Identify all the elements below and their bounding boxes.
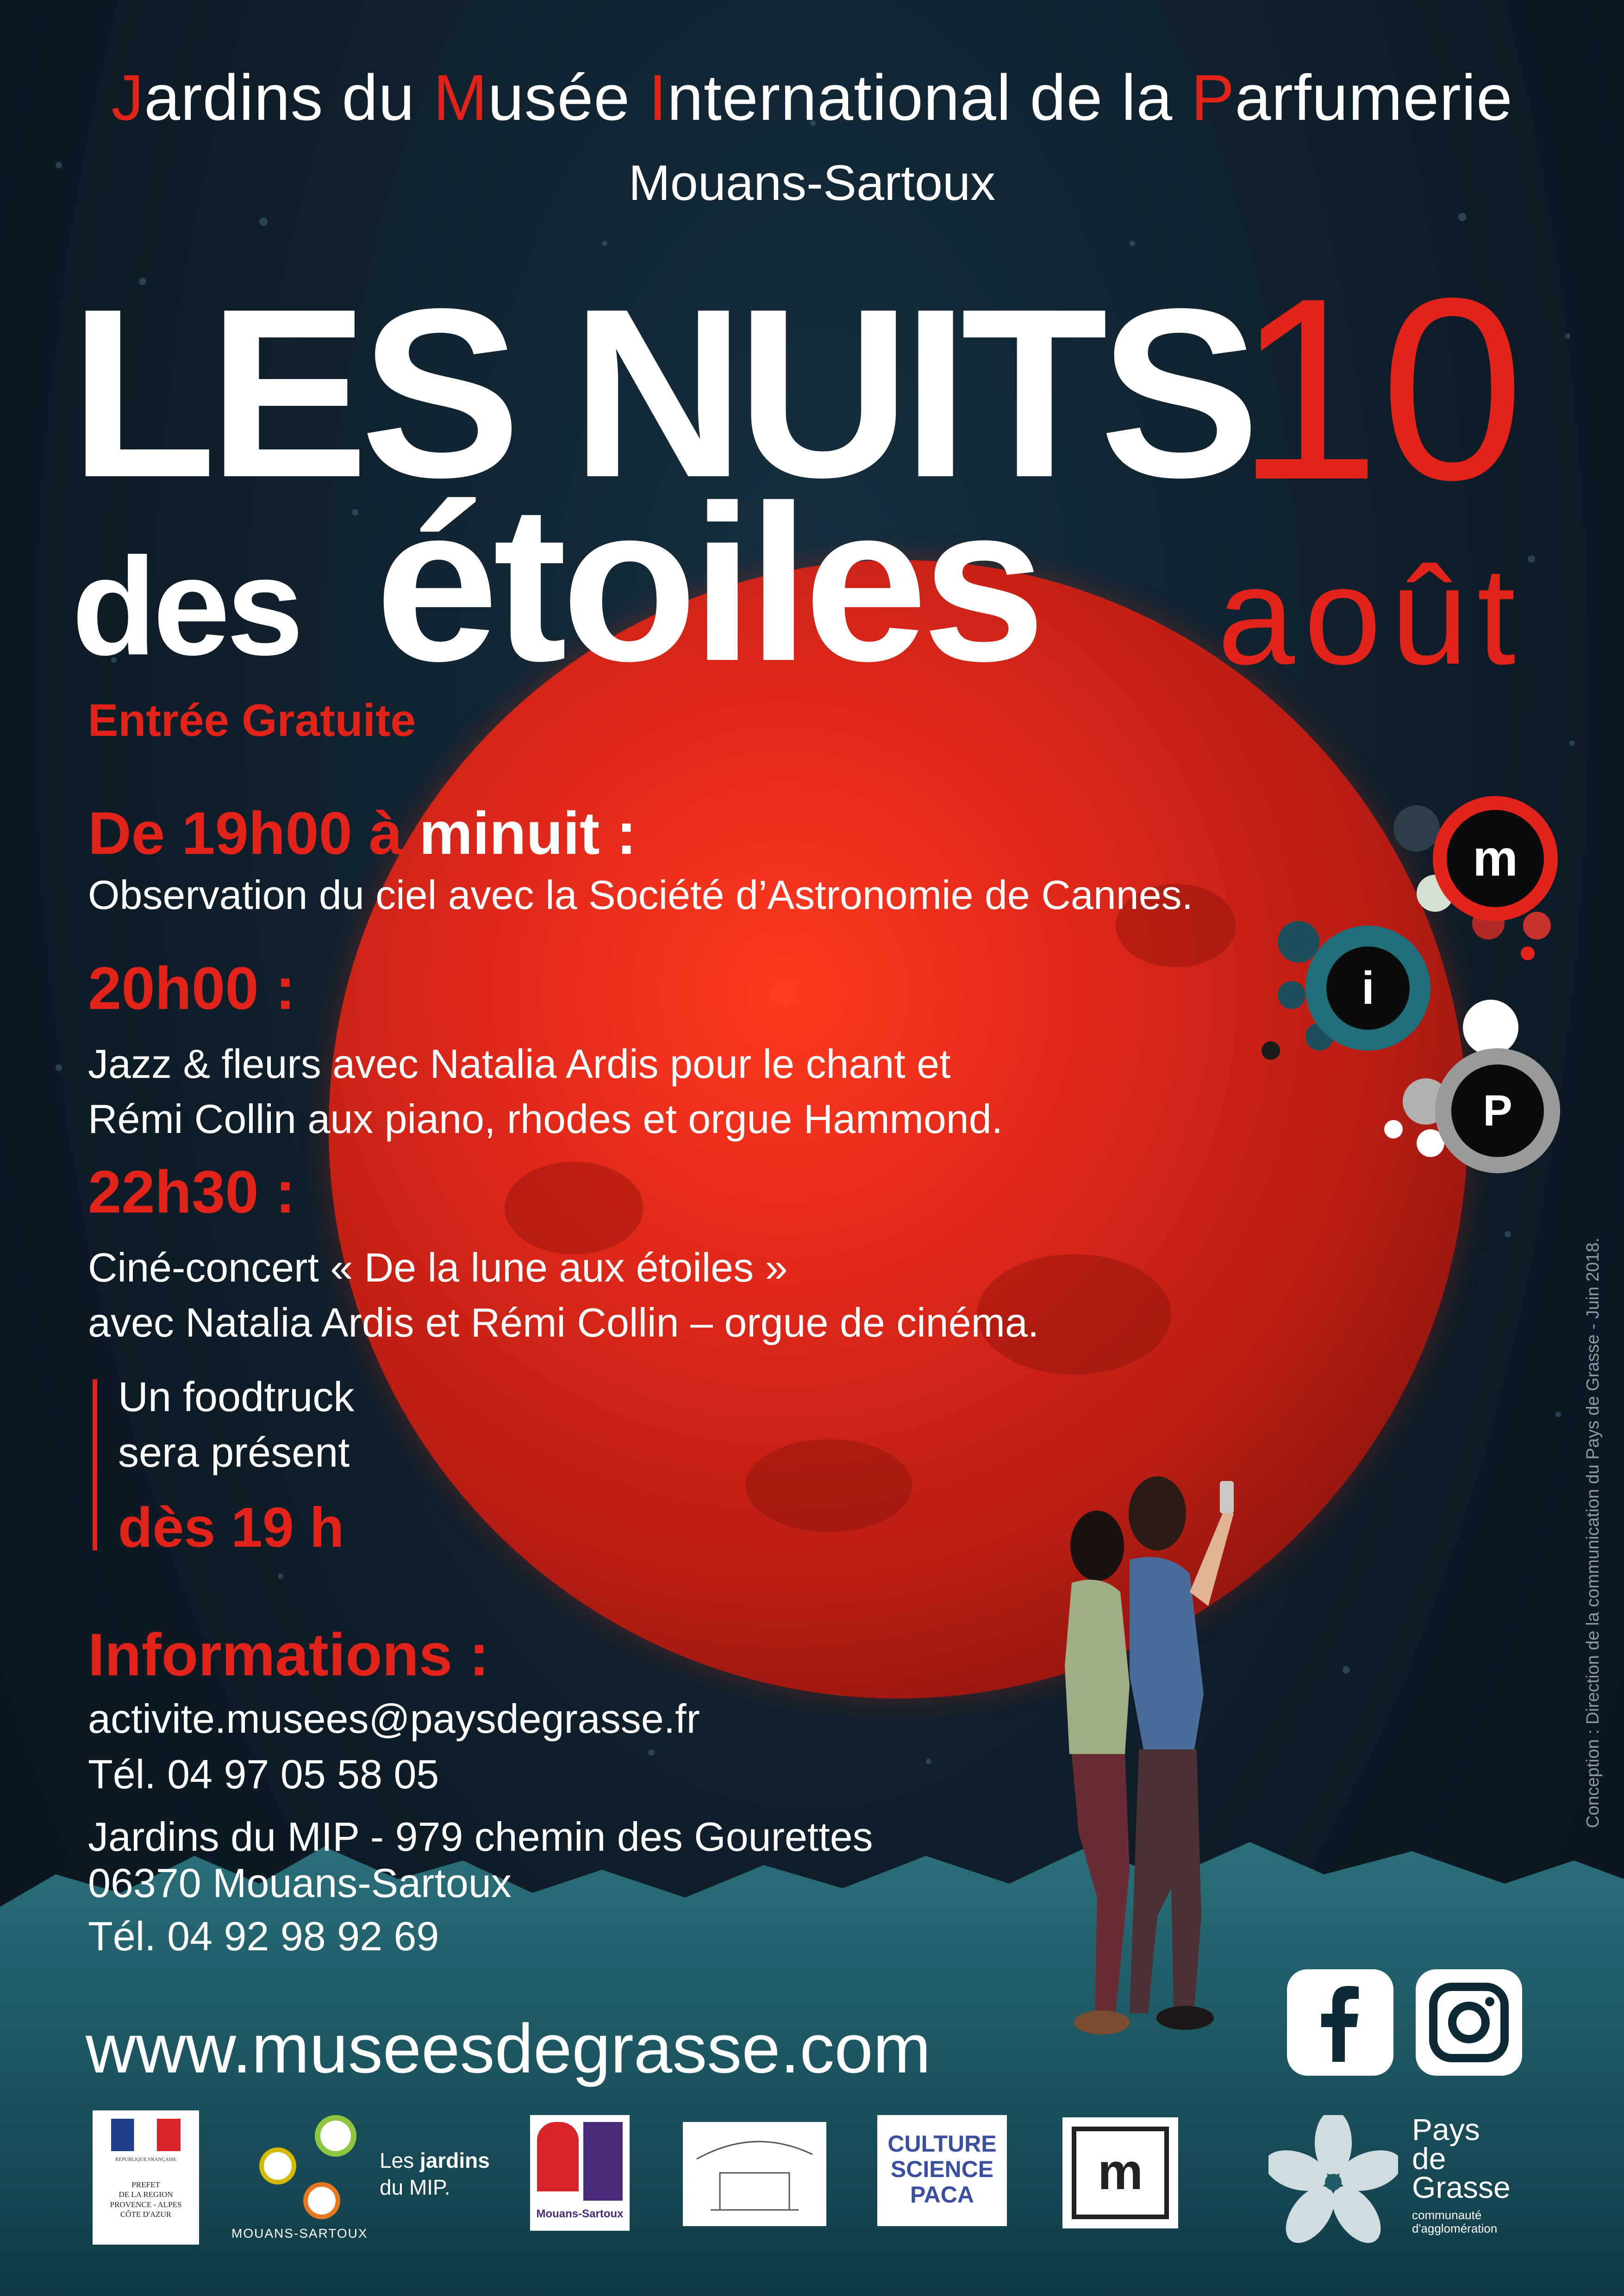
event-title-line1: LES NUITS [69,259,1252,528]
program-line: Jazz & fleurs avec Natalia Ardis pour le chant et [88,1041,951,1087]
venue-cap-i: I [649,61,668,134]
venue-text: arfumerie [1235,61,1513,134]
couple-illustration [991,1453,1250,2050]
event-day: 10 [1236,244,1524,534]
republique-text: RÉPUBLIQUE FRANÇAISE [115,2157,177,2162]
program-item [88,954,1003,1147]
info-phone[interactable]: Tél. 04 97 05 58 05 [88,1751,439,1797]
museum-m-badge[interactable]: m [1447,810,1544,907]
p-badge[interactable]: P [1451,1064,1544,1157]
venue-cap-j: J [111,61,144,134]
deco-bubble [1262,1041,1280,1060]
design-credit: Conception : Direction de la communication du Pays de Grasse - Juin 2018. [1583,1238,1603,1828]
facebook-icon[interactable] [1287,1969,1393,2076]
program-line: Ciné-concert « De la lune aux étoiles » [88,1244,788,1290]
info-address-line2: 06370 Mouans-Sartoux [88,1860,512,1906]
program-line: Rémi Collin aux piano, rhodes et orgue Hammond. [88,1095,1003,1142]
prefet-logo [93,2110,199,2245]
header [0,60,1624,212]
venue-text: usée [487,61,649,134]
museum-m-logo: m [1062,2117,1178,2228]
info-email[interactable]: activite.musees@paysdegrasse.fr [88,1696,700,1742]
event-month: août [1218,538,1525,693]
flower-icon [1268,2115,1398,2245]
free-entry: Entrée Gratuite [88,695,416,746]
info-phone-2[interactable]: Tél. 04 92 98 92 69 [88,1913,439,1959]
culture-text: CULTURE SCIENCE PACA [887,2131,997,2208]
venue-title [0,60,1624,135]
foodtruck-notice [118,1370,354,1565]
venue-text: ardins du [144,61,434,134]
deco-bubble [1393,805,1440,852]
info-address-line1: Jardins du MIP - 979 chemin des Gourettes [88,1814,873,1860]
instagram-icon[interactable] [1416,1969,1522,2076]
prefet-text: PREFET DE LA REGION PROVENCE - ALPES CÔTE D'AZUR [110,2180,182,2219]
deco-bubble [1521,946,1535,960]
program-time-end: minuit : [419,799,637,867]
deco-bubble [1523,912,1551,940]
program-item [88,1158,1039,1350]
jardins-mip-logo [231,2106,509,2245]
event-title-des: des [72,529,300,684]
program-time: De 19h00 à [88,799,419,867]
program-time: 22h30 : [88,1158,296,1226]
food-accent-bar [93,1379,97,1550]
website-link[interactable]: www.museesdegrasse.com [86,2010,931,2087]
event-title-etoiles: étoiles [375,459,1040,707]
deco-bubble [1463,1000,1518,1055]
jardins-text: Les jardins du MIP. [380,2148,490,2199]
venue-text: nternational de la [667,61,1192,134]
mouans-text: Mouans-Sartoux [536,2208,624,2220]
program-item [88,799,1193,923]
partner-logos [0,2106,1624,2245]
pays-de-grasse-logo [1268,2112,1546,2245]
pays-text: Pays de Grasse communauté d'agglomération [1412,2112,1511,2235]
food-line: sera présent [118,1429,350,1476]
mouans-sartoux-logo [530,2115,630,2231]
astronomy-society-logo [683,2122,826,2226]
program-time: 20h00 : [88,954,296,1022]
culture-science-paca-logo [877,2115,1007,2226]
info-heading: Informations : [88,1621,489,1688]
food-time: dès 19 h [118,1496,344,1559]
deco-bubble [1278,981,1305,1009]
program-line: Observation du ciel avec la Société d’Astronomie de Cannes. [88,872,1193,918]
deco-bubble [1384,1120,1403,1139]
food-line: Un foodtruck [118,1374,355,1420]
program-line: avec Natalia Ardis et Rémi Collin – orgue de cinéma. [88,1299,1039,1345]
venue-cap-p: P [1191,61,1235,134]
venue-city: Mouans-Sartoux [628,155,996,211]
info-i-badge[interactable]: i [1326,946,1410,1030]
jardins-city: MOUANS-SARTOUX [231,2226,368,2240]
venue-cap-m: M [433,61,488,134]
deco-bubble [1278,921,1319,963]
